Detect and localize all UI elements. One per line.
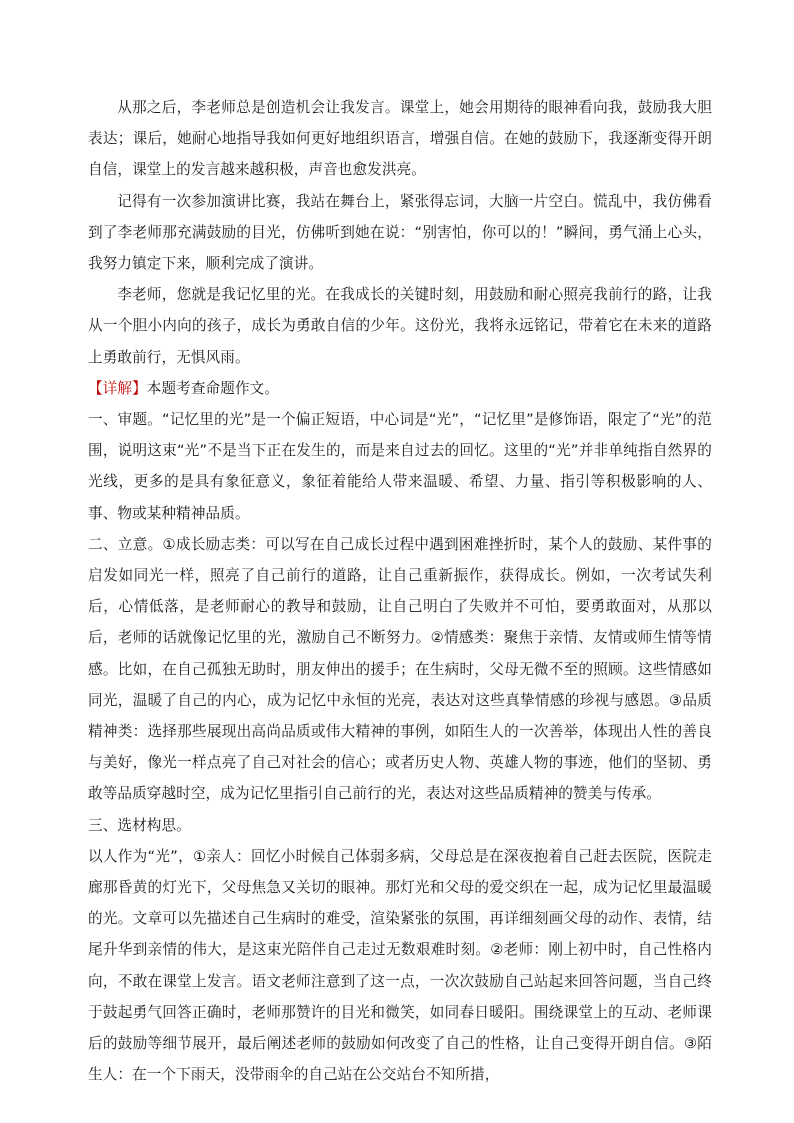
detail-tag: 【详解】 (88, 379, 147, 397)
detail-intro: 本题考查命题作文。 (146, 379, 280, 397)
detail-section-1: 一、审题。“记忆里的光”是一个偏正短语，中心词是“光”，“记忆里”是修饰语，限定了“光”的范围，说明这束“光”不是当下正在发生的，而是来自过去的回忆。这里的“光”并非单纯指自然界的光线，更多的是具有象征意义，象征着能给人带来温暖、希望、力量、指引等积极影响的人、事、物或某种精神品质。 (88, 411, 712, 522)
detail-section-2: 二、立意。①成长励志类：可以写在自己成长过程中遇到困难挫折时，某个人的鼓励、某件事的启发如同光一样，照亮了自己前行的道路，让自己重新振作，获得成长。例如，一次考试失利后，心情低落，是老师耐心的教导和鼓励，让自己明白了失败并不可怕，要勇敢面对，从那以后，老师的话就像记忆里的光，激励自己不断努力。②情感类：聚焦于亲情、友情或师生情等情感。比如，在自己孤独无助时，朋友伸出的援手；在生病时，父母无微不至的照顾。这些情感如同光，温暖了自己的内心，成为记忆中永恒的光亮，表达对这些真挚情感的珍视与感恩。③品质精神类：选择那些展现出高尚品质或伟大精神的事例，如陌生人的一次善举，体现出人性的善良与美好，像光一样点亮了自己对社会的信心；或者历史人物、英雄人物的事迹，他们的坚韧、勇敢等品质穿越时空，成为记忆里指引自己前行的光，表达对这些品质精神的赞美与传承。 (88, 535, 712, 803)
essay-paragraph-2: 记得有一次参加演讲比赛，我站在舞台上，紧张得忘词，大脑一片空白。慌乱中，我仿佛看到了李老师那充满鼓励的目光，仿佛听到她在说：“别害怕，你可以的！”瞬间，勇气涌上心头，我努力镇定下来，顺利完成了演讲。 (88, 192, 712, 273)
document-page (88, 92, 712, 1091)
detail-section-3: 以人作为“光”，①亲人：回忆小时候自己体弱多病，父母总是在深夜抱着自己赶去医院，医院走廊那昏黄的灯光下，父母焦急又关切的眼神。那灯光和父母的爱交织在一起，成为记忆里最温暖的光。文章可以先描述自己生病时的难受，渲染紧张的氛围，再详细刻画父母的动作、表情，结尾升华到亲情的伟大，是这束光陪伴自己走过无数艰难时刻。②老师：刚上初中时，自己性格内向，不敢在课堂上发言。语文老师注意到了这一点，一次次鼓励自己站起来回答问题，当自己终于鼓起勇气回答正确时，老师那赞许的目光和微笑，如同春日暖阳。围绕课堂上的互动、老师课后的鼓励等细节展开，最后阐述老师的鼓励如何改变了自己的性格，让自己变得开朗自信。③陌生人：在一个下雨天，没带雨伞的自己站在公交站台不知所措， (88, 847, 712, 1084)
essay-paragraph-3: 李老师，您就是我记忆里的光。在我成长的关键时刻，用鼓励和耐心照亮我前行的路，让我从一个胆小内向的孩子，成长为勇敢自信的少年。这份光，我将永远铭记，带着它在未来的道路上勇敢前行，无惧风雨。 (88, 286, 712, 366)
detail-heading (88, 373, 712, 404)
detail-section-3-title: 三、选材构思。 (88, 816, 191, 834)
essay-paragraph-1: 从那之后，李老师总是创造机会让我发言。课堂上，她会用期待的眼神看向我，鼓励我大胆表达；课后，她耐心地指导我如何更好地组织语言，增强自信。在她的鼓励下，我逐渐变得开朗自信，课堂上的发言越来越积极，声音也愈发洪亮。 (88, 99, 712, 179)
